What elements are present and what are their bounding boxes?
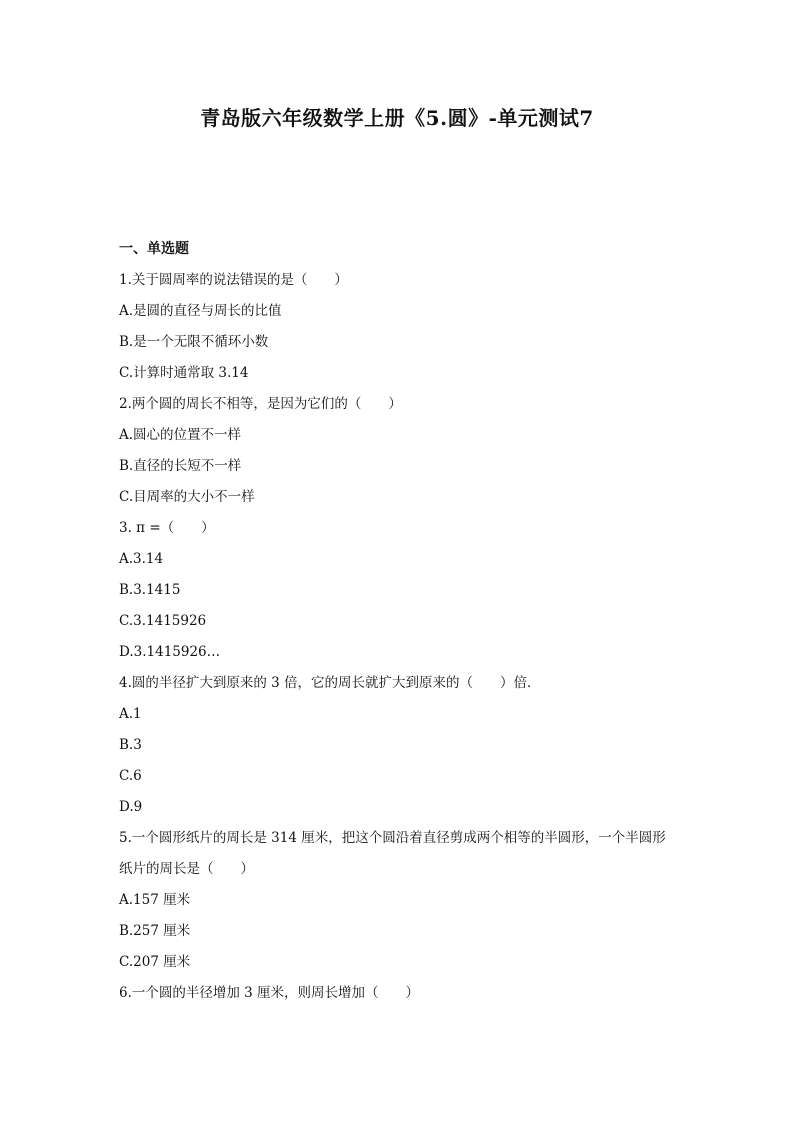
question-4-stem: 4.圆的半径扩大到原来的 3 倍，它的周长就扩大到原来的（ ）倍． <box>119 675 541 691</box>
question-5-option-a: A.157 厘米 <box>119 892 191 908</box>
question-1-option-c: C.计算时通常取 3.14 <box>119 365 249 381</box>
question-2-option-a: A.圆心的位置不一样 <box>119 427 242 443</box>
question-2-option-c: C.目周率的大小不一样 <box>119 489 255 505</box>
question-1-option-a: A.是圆的直径与周长的比值 <box>119 303 282 319</box>
question-3-option-a: A.3.14 <box>119 551 164 567</box>
question-1-option-b: B.是一个无限不循环小数 <box>119 334 269 350</box>
question-3-option-d: D.3.1415926… <box>119 644 221 660</box>
section-heading: 一、单选题 <box>119 241 189 257</box>
question-3-option-c: C.3.1415926 <box>119 613 207 629</box>
document-body <box>119 234 689 1009</box>
question-5-stem-line-2: 纸片的周长是（ ） <box>119 861 254 877</box>
question-3-stem: 3. π =（ ） <box>119 520 215 536</box>
document-title: 青岛版六年级数学上册《5.圆》-单元测试7 <box>200 106 594 130</box>
question-3-option-b: B.3.1415 <box>119 582 181 598</box>
question-5-stem-line-1: 5.一个圆形纸片的周长是 314 厘米，把这个圆沿着直径剪成两个相等的半圆形，一个半圆形 <box>119 830 666 846</box>
question-6-stem: 6.一个圆的半径增加 3 厘米，则周长增加（ ） <box>119 985 420 1001</box>
question-5-option-b: B.257 厘米 <box>119 923 191 939</box>
question-4-option-c: C.6 <box>119 768 142 784</box>
question-2-option-b: B.直径的长短不一样 <box>119 458 242 474</box>
question-4-option-d: D.9 <box>119 799 143 815</box>
question-5-option-c: C.207 厘米 <box>119 954 191 970</box>
question-4-option-a: A.1 <box>119 706 142 722</box>
question-1-stem: 1.关于圆周率的说法错误的是（ ） <box>119 272 348 288</box>
question-2-stem: 2.两个圆的周长不相等，是因为它们的（ ） <box>119 396 402 412</box>
question-4-option-b: B.3 <box>119 737 142 753</box>
